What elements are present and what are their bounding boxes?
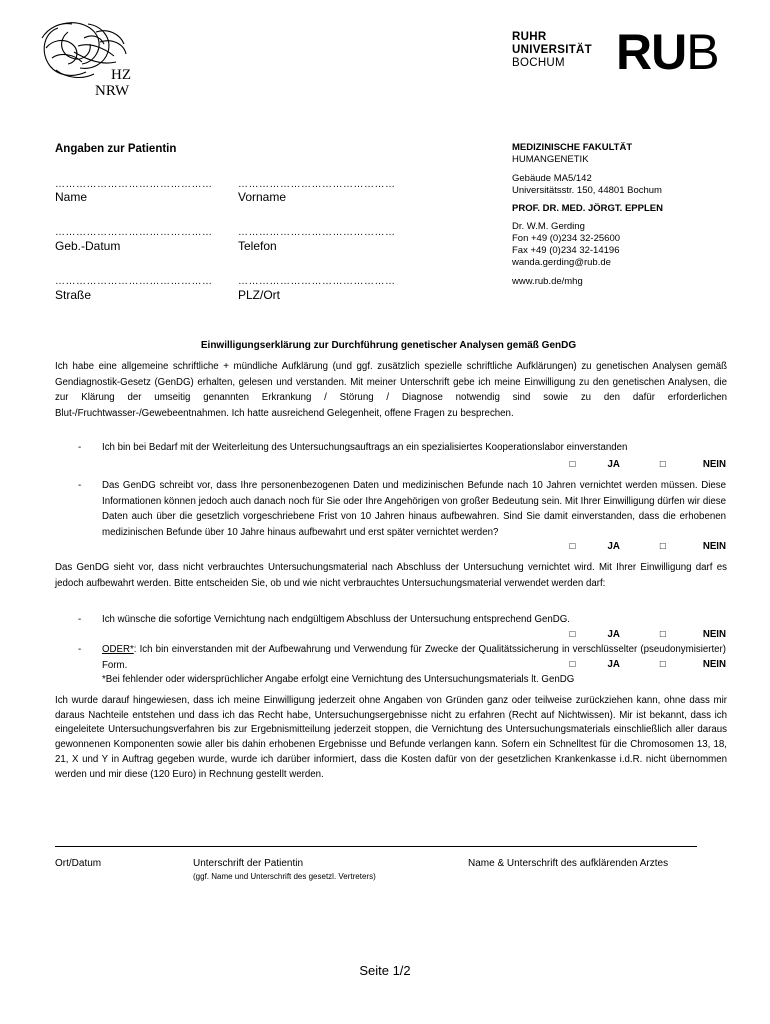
rub-logo (616, 24, 719, 80)
bullet2-dash: - (78, 480, 82, 491)
plz-dots[interactable]: ……………………………………… (238, 276, 396, 287)
consent-title: Einwilligungserklärung zur Durchführung genetischer Analysen gemäß GenDG (200, 340, 577, 351)
sig-patient-sub: (ggf. Name und Unterschrift des gesetzl. Vertreters) (193, 872, 376, 881)
geb-dots[interactable]: ……………………………………… (55, 227, 213, 238)
bullet1-ja-checkbox[interactable]: □ (569, 459, 576, 470)
faculty-phone: Fon +49 (0)234 32-25600 (512, 233, 621, 244)
plz-label: PLZ/Ort (238, 288, 281, 302)
geb-label: Geb.-Datum (55, 239, 121, 253)
hz-emblem-icon (38, 18, 148, 106)
rub-logo-light: B (686, 24, 719, 80)
faculty-email[interactable]: wanda.gerding@rub.de (512, 257, 611, 268)
telefon-dots[interactable]: ……………………………………… (238, 227, 396, 238)
hz-logo-line1: HZ (111, 67, 131, 83)
bullet2-choices (520, 539, 726, 554)
hz-logo-line2: NRW (95, 83, 130, 99)
strasse-label: Straße (55, 288, 92, 302)
bullet4-body: : Ich bin einverstanden mit der Aufbewahrung und Verwendung für Zwecke der Qualitätssicherung in verschlüsselter (pseudonymisierter) Form. (102, 644, 726, 671)
bullet1-nein-checkbox[interactable]: □ (659, 459, 666, 470)
bullet2-ja-checkbox[interactable]: □ (569, 541, 576, 552)
patient-heading: Angaben zur Patientin (55, 143, 177, 155)
consent-intro: Ich habe eine allgemeine schriftliche + mündliche Aufklärung (und ggf. zusätzlich spezielle schriftliche Aufklärungen) zu genetischen Analysen gemäß Gendiagnostik-Gesetz (GenDG) erhalten, gelesen und verstanden. Mit meiner Unterschrift gebe ich meine Einwilligung zu den genetischen Analysen, die zur Klärung der umseitig genannten Erkrankung / Störung / Diagnose notwendig sind sowie zu den dafür erforderlichen Blut-/Fruchtwasser-/Gewebeentnahmen. Ich hatte ausreichend Gelegenheit, offene Fragen zu besprechen. (55, 361, 727, 419)
faculty-block (512, 142, 732, 288)
bullet3-dash: - (78, 614, 82, 625)
bullet4-ja-checkbox[interactable]: □ (569, 659, 576, 670)
bullet3-nein-label: NEIN (702, 629, 726, 640)
bullet4-nein-label: NEIN (702, 659, 726, 670)
hz-nrw-logo (38, 18, 148, 106)
bullet1-text: Ich bin bei Bedarf mit der Weiterleitung des Untersuchungsauftrags an ein spezialisiertes Kooperationslabor einverstanden (102, 442, 628, 453)
uni-line2: UNIVERSITÄT (512, 44, 592, 56)
sig-patient: Unterschrift der Patientin (193, 858, 304, 869)
strasse-dots[interactable]: ……………………………………… (55, 276, 213, 287)
university-name (512, 31, 592, 70)
vorname-label: Vorname (238, 190, 287, 204)
bullet4-oder: ODER* (102, 644, 134, 655)
faculty-fax: Fax +49 (0)234 32-14196 (512, 245, 620, 256)
telefon-label: Telefon (238, 239, 277, 253)
page-number: Seite 1/2 (359, 963, 411, 978)
signature-line[interactable] (55, 846, 697, 847)
footnote: *Bei fehlender oder widersprüchlicher Angabe erfolgt eine Vernichtung des Untersuchungsmaterials lt. GenDG (102, 674, 575, 685)
bullet3-ja-checkbox[interactable]: □ (569, 629, 576, 640)
bullet4-dash: - (78, 644, 82, 655)
bullet4-nein-checkbox[interactable]: □ (659, 659, 666, 670)
faculty-web[interactable]: www.rub.de/mhg (512, 276, 583, 287)
name-dots[interactable]: ……………………………………… (55, 179, 213, 190)
sig-ort-datum: Ort/Datum (55, 858, 102, 869)
bullet4-ja-label: JA (607, 659, 620, 670)
vorname-dots[interactable]: ……………………………………… (238, 179, 396, 190)
rub-logo-bold: RU (616, 24, 687, 80)
name-label: Name (55, 190, 88, 204)
bullet1-ja-label: JA (607, 459, 620, 470)
bullet3-text: Ich wünsche die sofortige Vernichtung nach endgültigem Abschluss der Untersuchung entsprechend GenDG. (102, 614, 570, 625)
material-text: Das GenDG sieht vor, dass nicht verbrauchtes Untersuchungsmaterial nach Abschluss der Untersuchung vernichtet wird. Mit Ihrer Einwilligung darf es jedoch aufbewahrt werden. Bitte entscheiden Sie, ob und wie nicht verbrauchtes Untersuchungsmaterial verwendet werden darf: (55, 562, 727, 589)
faculty-contact1: Dr. W.M. Gerding (512, 221, 585, 232)
bullet1-choices (520, 457, 726, 472)
bullet2-nein-label: NEIN (702, 541, 726, 552)
closing-text: Ich wurde darauf hingewiesen, dass ich meine Einwilligung jederzeit ohne Angaben von Gründen ganz oder teilweise zurückziehen kann, ohne dass mir daraus Nachteile entstehen und dass ich das Recht habe, Untersuchungsergebnisse nicht zu erfahren (Recht auf Nichtwissen). Mir ist bekannt, dass ich eingeleitete Untersuchungsverfahren bis zur Ergebnismitteilung jederzeit stoppen, die Vernichtung des Untersuchungsmaterials einschließlich aller daraus gewonnenen Komponenten sowie aller bis dahin erhobenen Ergebnisse und Befunde verlangen kann. Sofern ein Schnelltest für die Chromosomen 13, 18, 21, X und Y in Auftrag gegeben wurde, wurde ich darüber informiert, dass die Kosten dafür von der gesetzlichen Krankenkasse i.d.R. nicht übernommen werden und mir diese (120 Euro) in Rechnung gestellt werden. (55, 695, 727, 780)
faculty-street: Universitätsstr. 150, 44801 Bochum (512, 185, 662, 196)
uni-line1: RUHR (512, 31, 547, 43)
sig-arzt: Name & Unterschrift des aufklärenden Arztes (468, 858, 669, 869)
bullet2-ja-label: JA (607, 541, 620, 552)
faculty-name: MEDIZINISCHE FAKULTÄT (512, 142, 633, 153)
bullet4-choices (520, 657, 726, 672)
bullet3-choices (520, 627, 726, 642)
bullet3-ja-label: JA (607, 629, 620, 640)
faculty-dept: HUMANGENETIK (512, 154, 589, 165)
uni-line3: BOCHUM (512, 57, 565, 69)
bullet2-text: Das GenDG schreibt vor, dass Ihre personenbezogenen Daten und medizinischen Befunde nach 10 Jahren vernichtet werden müssen. Diese Informationen können jedoch auch danach noch für Sie oder Ihre Angehörigen von großer Bedeutung sein. Mit Ihrer Einwilligung dürfen wir diese Daten auch über die gesetzlich vorgeschriebene Frist von 10 Jahren hinaus aufbewahren. Sind Sie damit einverstanden, dass die erhobenen medizinischen Befunde über 10 Jahre hinaus aufbewahrt und erst später vernichtet werden? (102, 480, 726, 538)
bullet3-nein-checkbox[interactable]: □ (659, 629, 666, 640)
bullet1-nein-label: NEIN (702, 459, 726, 470)
faculty-building: Gebäude MA5/142 (512, 173, 592, 184)
faculty-prof: PROF. DR. MED. JÖRGT. EPPLEN (512, 203, 663, 214)
bullet2-nein-checkbox[interactable]: □ (659, 541, 666, 552)
bullet1-dash: - (78, 442, 82, 453)
